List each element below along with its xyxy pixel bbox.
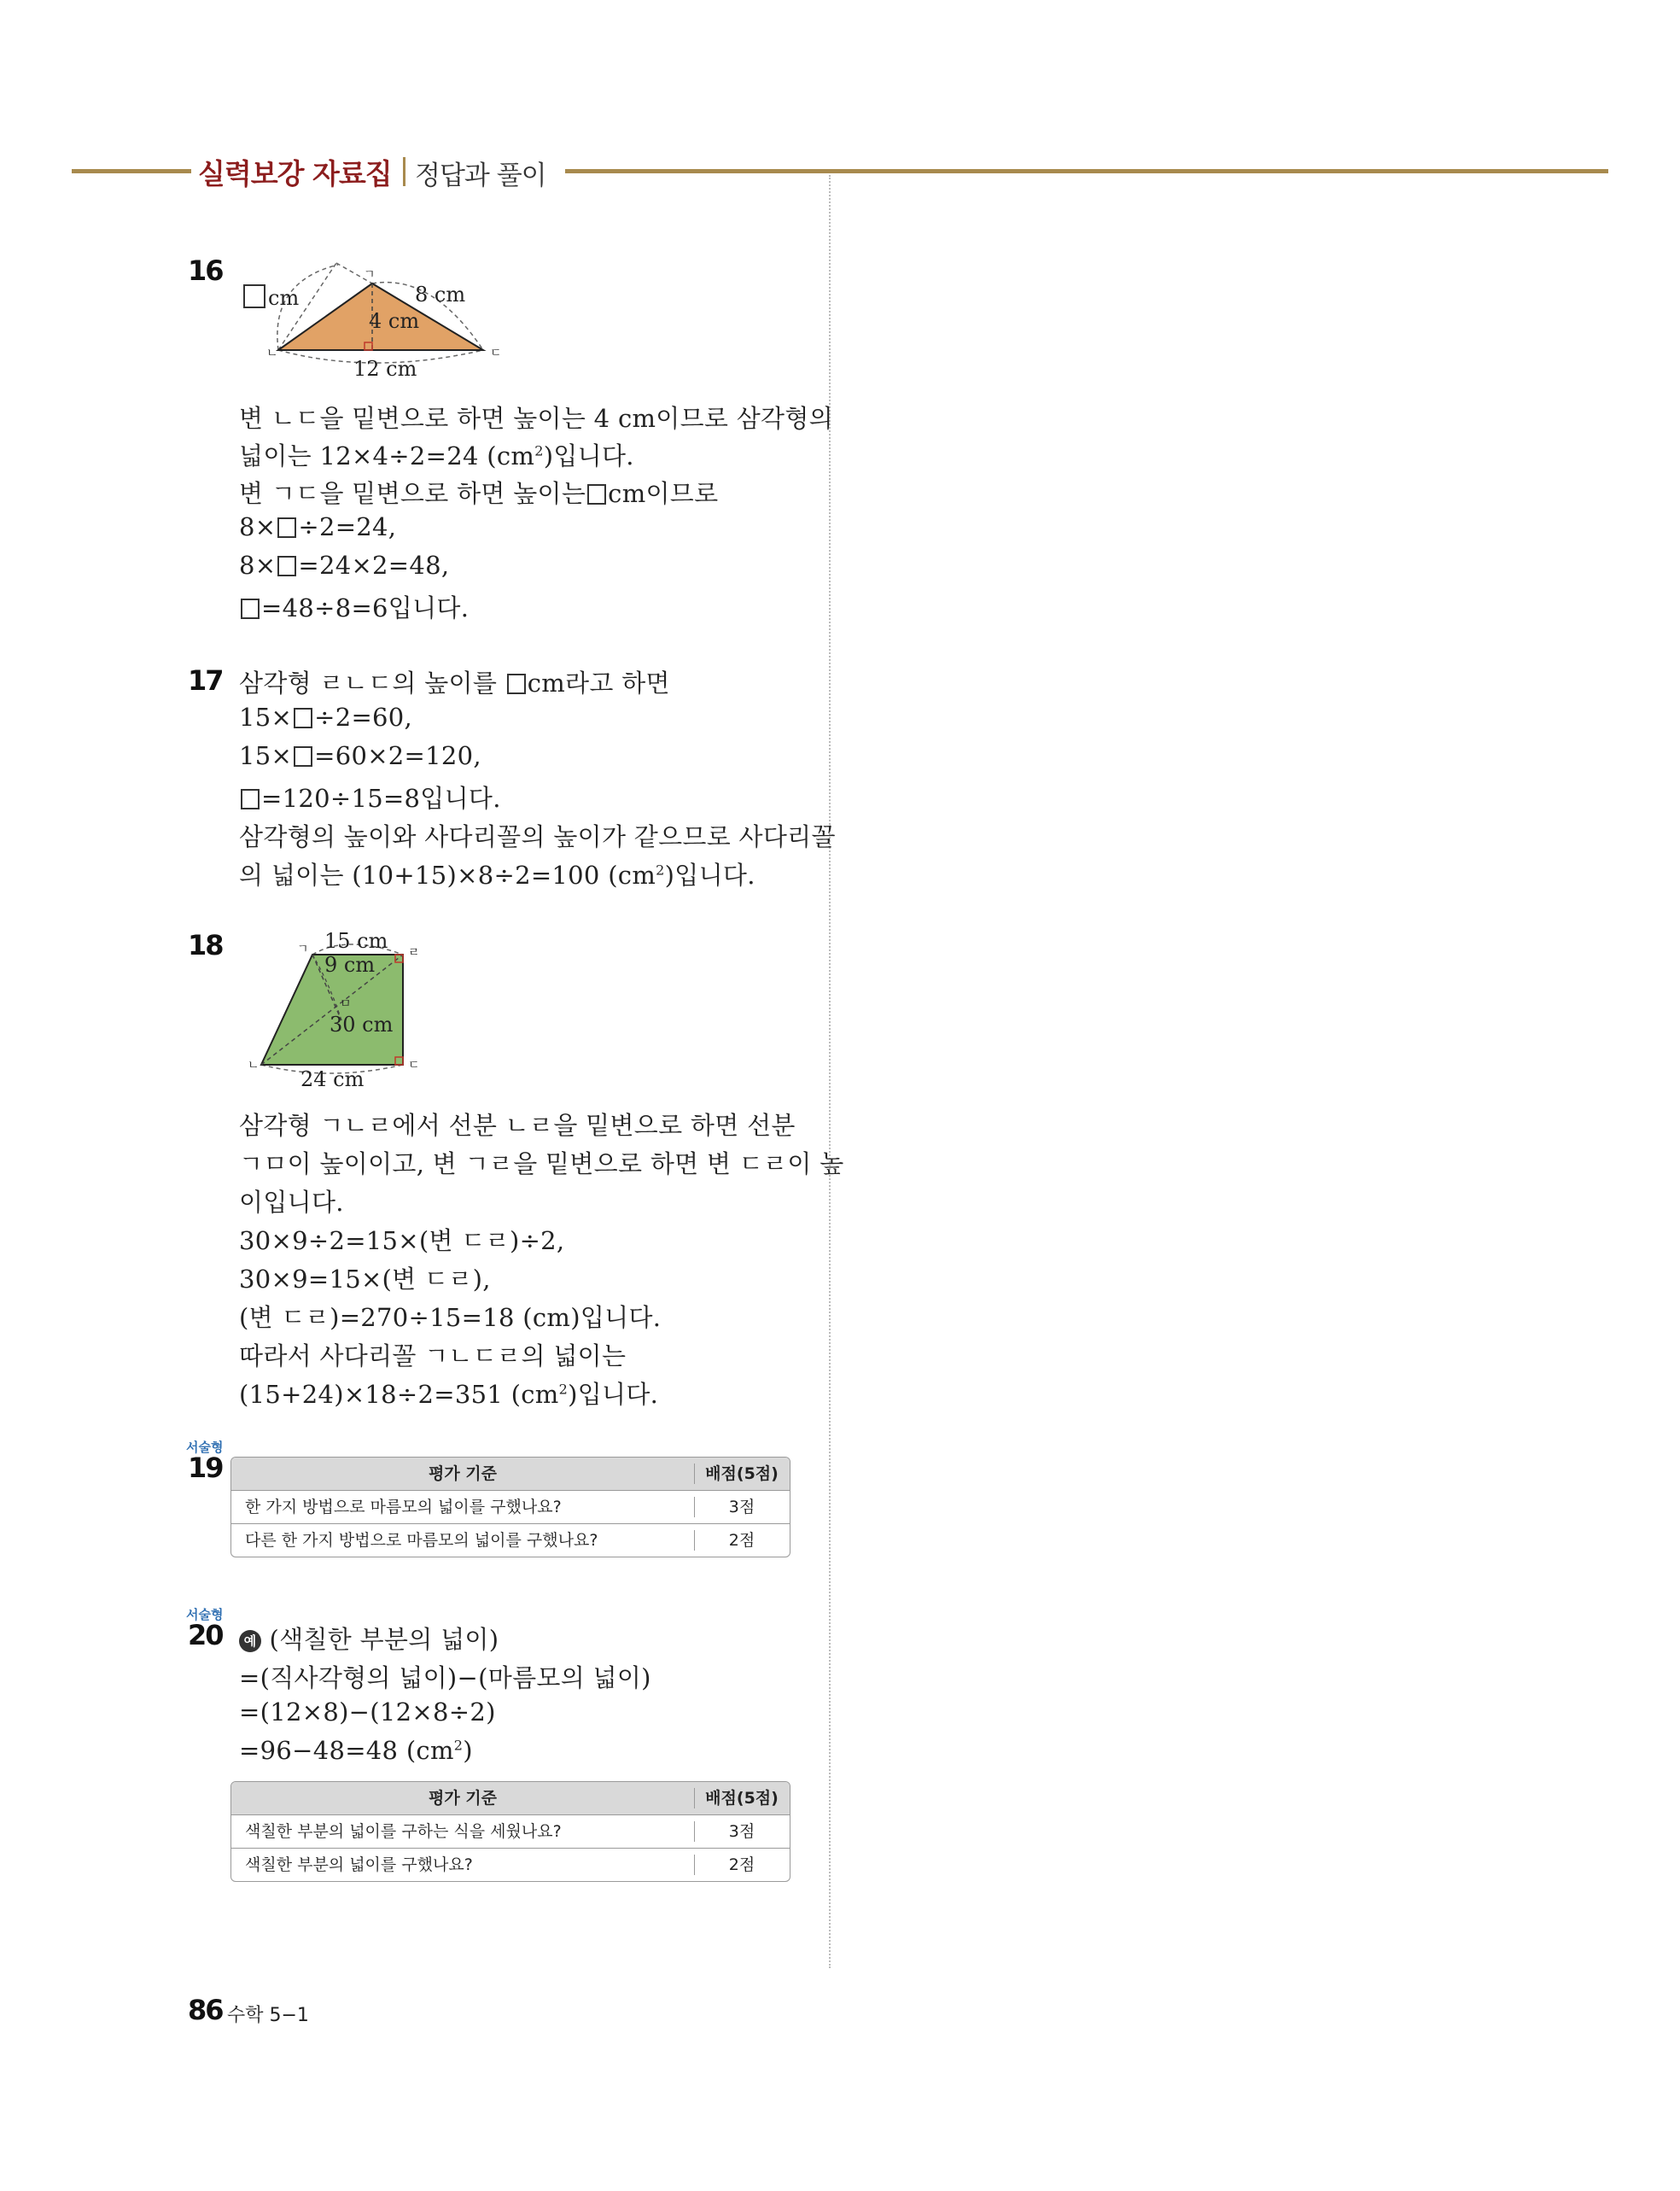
q20-line-3: =(12×8)−(12×8÷2) [239,1697,496,1727]
fig18-vertex-d: ㄹ [408,946,420,960]
q18-line-5: 30×9=15×(변 ㄷㄹ), [239,1265,491,1294]
q16-line-2: 넓이는 12×4÷2=24 $(cm^2)$입니다. [239,441,634,470]
rubric-criteria: 색칠한 부분의 넓이를 구했나요? [245,1855,473,1874]
header-separator [403,157,405,186]
fig16-height: 4 cm [369,309,420,333]
q17-line-1: 삼각형 ㄹㄴㄷ의 높이를 cm라고 하면 [239,669,670,698]
q20-tag: 서술형 [186,1607,224,1622]
q19-rubric-table [230,1457,790,1557]
rubric-header-row [231,1458,790,1490]
question-number-20: 20 [188,1619,223,1651]
trapezoid-figure [236,924,432,1095]
rubric-row [231,1523,790,1557]
q20-rubric-table [230,1781,790,1882]
header-rule-left [72,169,191,173]
rubric-criteria: 한 가지 방법으로 마름모의 넓이를 구했나요? [245,1498,562,1516]
q16-line-3: 변 ㄱㄷ을 밑변으로 하면 높이는 cm이므로 [239,479,719,508]
q17-line-6: 의 넓이는 (10+15)×8÷2=100 $(cm^2)$입니다. [239,861,755,890]
fig18-vertex-b: ㄴ [248,1059,260,1072]
fig18-base: 24 cm [300,1067,365,1091]
blank-box [244,285,265,307]
fig18-top: 15 cm [324,929,388,953]
question-number-18: 18 [188,929,223,961]
q18-line-4: 30×9÷2=15×(변 ㄷㄹ)÷2, [239,1226,565,1255]
fig16-vertex-top: ㄱ [364,268,376,282]
fig16-vertex-left: ㄴ [266,347,278,360]
q16-line-4: 8× ÷2=24, [239,512,397,541]
q16-line-1: 변 ㄴㄷ을 밑변으로 하면 높이는 4 cm이므로 삼각형의 [239,404,833,433]
triangle-figure [236,256,509,384]
header-subtitle: 정답과 풀이 [415,161,546,191]
fig18-vertex-c: ㄷ [408,1059,420,1072]
blank-box [294,708,312,728]
rubric-criteria: 다른 한 가지 방법으로 마름모의 넓이를 구했나요? [245,1531,598,1550]
example-mark: 예 [239,1630,261,1652]
fig18-diagonal: 30 cm [330,1013,394,1037]
question-number-19: 19 [188,1452,223,1484]
blank-box [277,517,296,538]
rubric-score: 2점 [728,1531,755,1550]
q17-line-4: =120÷15=8입니다. [239,780,501,815]
rubric-row [231,1490,790,1523]
blank-box [587,484,606,505]
q20-line-1: 예 (색칠한 부분의 넓이) [239,1621,499,1656]
q18-line-3: 이입니다. [239,1188,344,1217]
fig16-side-left: cm [268,286,300,310]
header-rule-right [565,169,1608,173]
q16-line-6: =48÷8=6입니다. [239,589,469,624]
q17-line-5: 삼각형의 높이와 사다리꼴의 높이가 같으므로 사다리꼴 [239,822,836,851]
q18-line-6: (변 ㄷㄹ)=270÷15=18 (cm)입니다. [239,1303,662,1332]
rubric-header-row [231,1782,790,1814]
page-number: 86 [188,1994,223,2026]
q19-tag: 서술형 [186,1440,224,1455]
rubric-score: 2점 [728,1855,755,1874]
rubric-header-criteria: 평가 기준 [428,1789,498,1808]
q17-line-3: 15× =60×2=120, [239,741,481,770]
rubric-criteria: 색칠한 부분의 넓이를 구하는 식을 세웠나요? [245,1822,562,1841]
rubric-row [231,1848,790,1881]
rubric-header-criteria: 평가 기준 [428,1464,498,1483]
fig18-vertex-a: ㄱ [297,943,309,956]
q18-line-1: 삼각형 ㄱㄴㄹ에서 선분 ㄴㄹ을 밑변으로 하면 선분 [239,1111,796,1140]
fig18-inner: 9 cm [324,953,376,977]
column-divider [829,175,831,1968]
q17-line-2: 15× ÷2=60, [239,703,413,732]
q20-line-4: =96−48=48 $(cm^2)$ [239,1736,473,1765]
blank-box [277,556,296,576]
rubric-score: 3점 [728,1498,755,1516]
fig16-side-right: 8 cm [415,283,466,307]
rubric-score: 3점 [728,1822,755,1841]
rubric-header-score: 배점(5점) [705,1789,779,1808]
header-title: 실력보강 자료집 [198,157,392,190]
rubric-header-score: 배점(5점) [705,1464,779,1483]
rubric-row [231,1814,790,1848]
blank-box [294,746,312,767]
blank-box [507,674,526,694]
q18-line-8: (15+24)×18÷2=351 $(cm^2)$입니다. [239,1380,659,1409]
page-header [0,154,1680,191]
fig16-vertex-right: ㄷ [490,347,502,360]
q20-line-2: =(직사각형의 넓이)−(마름모의 넓이) [239,1663,651,1692]
blank-box [241,789,260,809]
blank-box [241,599,260,619]
q18-line-2: ㄱㅁ이 높이이고, 변 ㄱㄹ을 밑변으로 하면 변 ㄷㄹ이 높 [239,1149,844,1178]
q16-line-5: 8× =24×2=48, [239,551,450,580]
question-number-16: 16 [188,254,223,287]
fig16-base: 12 cm [353,357,417,381]
question-number-17: 17 [188,664,223,697]
q18-line-7: 따라서 사다리꼴 ㄱㄴㄷㄹ의 넓이는 [239,1341,627,1370]
fig18-vertex-m: ㅁ [340,997,352,1011]
book-title: 수학 5−1 [227,2005,309,2026]
